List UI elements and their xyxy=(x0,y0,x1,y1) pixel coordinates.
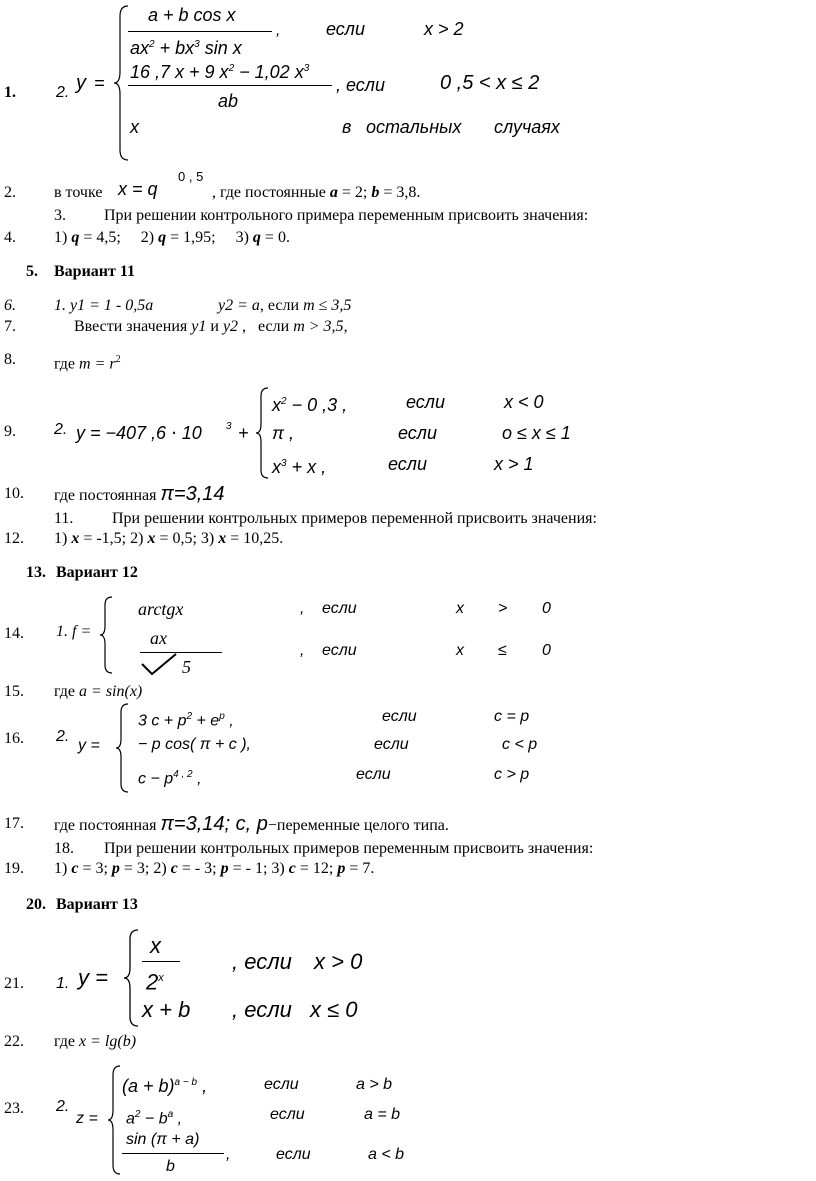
text: При решении контрольных примеров переменной присвоить значения: xyxy=(112,510,597,527)
comma: , xyxy=(300,642,305,659)
condition-value: 0 xyxy=(542,600,551,617)
condition-operator: ≤ xyxy=(498,642,507,659)
condition: x > 0 xyxy=(314,949,363,974)
item-number: 6. xyxy=(4,297,16,314)
brace-icon xyxy=(256,386,270,480)
condition-variable: x xyxy=(456,642,464,659)
item-number: 4. xyxy=(4,229,16,246)
case-expression: $x^3 + x$ , xyxy=(272,457,327,477)
formula: y2 = a, если m ≤ 3,5 xyxy=(218,297,352,314)
exponent: 3 xyxy=(226,421,232,432)
item-number: 23. xyxy=(4,1100,24,1117)
formula-lhs: y = xyxy=(78,965,108,990)
item-number: 22. xyxy=(4,1033,24,1050)
formula-lhs: y = xyxy=(78,737,100,754)
condition: 0 ,5 < x ≤ 2 xyxy=(440,72,540,94)
condition: o ≤ x ≤ 1 xyxy=(502,423,571,443)
item-number: 21. xyxy=(4,975,24,992)
formula-lhs: z = xyxy=(76,1110,98,1127)
item-number: 9. xyxy=(4,423,16,440)
fraction-bar xyxy=(128,31,272,32)
item-number: 5. xyxy=(26,263,38,280)
condition-word: в xyxy=(342,117,352,137)
condition-operator: > xyxy=(498,600,508,617)
formula-lhs: y = −407 ,6 ⋅ 10 xyxy=(76,423,202,443)
condition-word: если xyxy=(382,708,417,725)
formula: x = q xyxy=(118,179,158,199)
condition-word: , если xyxy=(232,997,292,1022)
brace-icon xyxy=(124,928,140,1028)
condition-word: , если xyxy=(336,75,385,95)
condition: x > 2 xyxy=(424,19,464,39)
condition-word: если xyxy=(398,423,437,443)
condition: x > 1 xyxy=(494,454,534,474)
item-number: 13. xyxy=(26,564,46,581)
condition-word: если xyxy=(264,1076,299,1093)
fraction-bar xyxy=(142,961,180,962)
condition-value: 0 xyxy=(542,642,551,659)
case-expression: − p cos( π + c ), xyxy=(138,736,251,753)
condition-word: если xyxy=(374,736,409,753)
task-label: 2. xyxy=(56,84,70,101)
fraction-numerator: ax xyxy=(150,628,167,648)
task-label: 2. xyxy=(56,1098,70,1115)
comma: , xyxy=(226,1146,231,1163)
item-number: 2. xyxy=(4,184,16,201)
text: 1) x = -1,5; 2) x = 0,5; 3) x = 10,25. xyxy=(54,530,284,547)
condition-word: если xyxy=(356,766,391,783)
item-number: 10. xyxy=(4,485,24,502)
fraction-numerator: a + b cos x xyxy=(148,5,236,25)
text: где $m = r^2$ xyxy=(54,354,121,373)
brace-icon xyxy=(100,595,114,675)
comma: , xyxy=(276,22,281,39)
text: в точке xyxy=(54,184,103,201)
condition: x ≤ 0 xyxy=(310,997,358,1022)
condition-variable: x xyxy=(456,600,464,617)
text: где постоянная π=3,14; c, p−переменные целого типа. xyxy=(54,813,449,835)
formula-lhs: 1. f = xyxy=(56,623,92,640)
condition-word: если xyxy=(270,1106,305,1123)
item-number: 8. xyxy=(4,351,16,368)
task-label: 2. xyxy=(54,421,68,438)
item-number: 19. xyxy=(4,860,24,877)
condition-word: если xyxy=(388,454,427,474)
item-number: 20. xyxy=(26,896,46,913)
condition: c < p xyxy=(502,736,538,753)
fraction-denominator: b xyxy=(166,1158,175,1175)
text: 1) c = 3; p = 3; 2) c = - 3; p = - 1; 3) c = 12; p = 7. xyxy=(54,860,375,877)
case-expression: $c - p^{4 , 2}$ , xyxy=(138,769,202,788)
condition-word: остальных xyxy=(366,117,462,137)
condition-word: если xyxy=(322,600,357,617)
case-expression: x + b xyxy=(142,997,191,1022)
text: При решении контрольного примера переменным присвоить значения: xyxy=(104,207,589,224)
condition-word: если xyxy=(322,642,357,659)
fraction-bar xyxy=(122,1153,224,1154)
radicand: 5 xyxy=(182,657,191,677)
fraction-denominator: $ax^2 + bx^3$ sin x xyxy=(130,38,242,58)
case-expression: arctgx xyxy=(138,599,184,619)
condition: a > b xyxy=(356,1076,393,1093)
condition-word: если xyxy=(326,19,365,39)
item-number: 16. xyxy=(4,730,24,747)
comma: , xyxy=(300,600,305,617)
item-number: 18. xyxy=(54,840,74,857)
item-number: 3. xyxy=(54,207,66,224)
item-number: 12. xyxy=(4,530,24,547)
item-number: 11. xyxy=(54,510,74,527)
formula: 1. y1 = 1 - 0,5a xyxy=(54,297,154,314)
fraction-bar xyxy=(140,652,222,653)
fraction-numerator: x xyxy=(150,933,161,958)
text: При решении контрольных примеров переменным присвоить значения: xyxy=(104,840,594,857)
case-expression: 3 $c + p^2 + e^p$ , xyxy=(138,711,234,730)
condition: a < b xyxy=(368,1146,405,1163)
task-label: 2. xyxy=(56,728,70,745)
fraction-bar xyxy=(128,85,332,86)
text: Ввести значения y1 и y2 , если m > 3,5, xyxy=(74,318,348,335)
condition: a = b xyxy=(364,1106,401,1123)
section-heading: Вариант 12 xyxy=(56,564,138,581)
text: 1) q = 4,5; 2) q = 1,95; 3) q = 0. xyxy=(54,229,290,246)
item-number: 7. xyxy=(4,318,16,335)
fraction-denominator: 2$^x$ xyxy=(146,969,164,995)
brace-icon xyxy=(108,1064,122,1176)
brace-icon xyxy=(114,4,130,162)
case-expression: $(a + b)^{a - b}$ , xyxy=(122,1076,208,1096)
item-number: 1. xyxy=(4,84,16,101)
case-expression: x xyxy=(130,117,139,137)
condition-word: если xyxy=(276,1146,311,1163)
exponent: 0 , 5 xyxy=(178,169,204,184)
condition-word: , если xyxy=(232,949,292,974)
text: где постоянная π=3,14 xyxy=(54,483,225,505)
text: , где постоянные a = 2; b = 3,8. xyxy=(212,184,421,201)
formula-lhs: y xyxy=(76,72,86,94)
item-number: 17. xyxy=(4,815,24,832)
condition: c > p xyxy=(494,766,530,783)
text: где x = lg(b) xyxy=(54,1033,137,1050)
condition: c = p xyxy=(494,708,530,725)
condition: x < 0 xyxy=(504,392,544,412)
fraction-numerator: sin (π + a) xyxy=(126,1131,200,1148)
text: где a = sin(x) xyxy=(54,683,143,700)
condition-word: если xyxy=(406,392,445,412)
case-expression: π , xyxy=(272,423,295,443)
section-heading: Вариант 11 xyxy=(54,263,135,280)
sqrt-icon xyxy=(140,654,180,678)
item-number: 14. xyxy=(4,625,24,642)
fraction-denominator: ab xyxy=(218,91,239,111)
equals-sign: = xyxy=(94,73,105,93)
plus-sign: + xyxy=(238,423,249,443)
fraction-numerator: 16 ,7 x + 9 $x^2 - 1,02$ $x^3$ xyxy=(130,62,310,82)
item-number: 15. xyxy=(4,683,24,700)
task-label: 1. xyxy=(56,975,70,992)
brace-icon xyxy=(116,702,130,794)
case-expression: $x^2 - 0$ ,3 , xyxy=(272,395,348,415)
section-heading: Вариант 13 xyxy=(56,896,138,913)
condition-word: случаях xyxy=(494,117,560,137)
case-expression: $a^2 - b^a$ , xyxy=(126,1109,183,1128)
